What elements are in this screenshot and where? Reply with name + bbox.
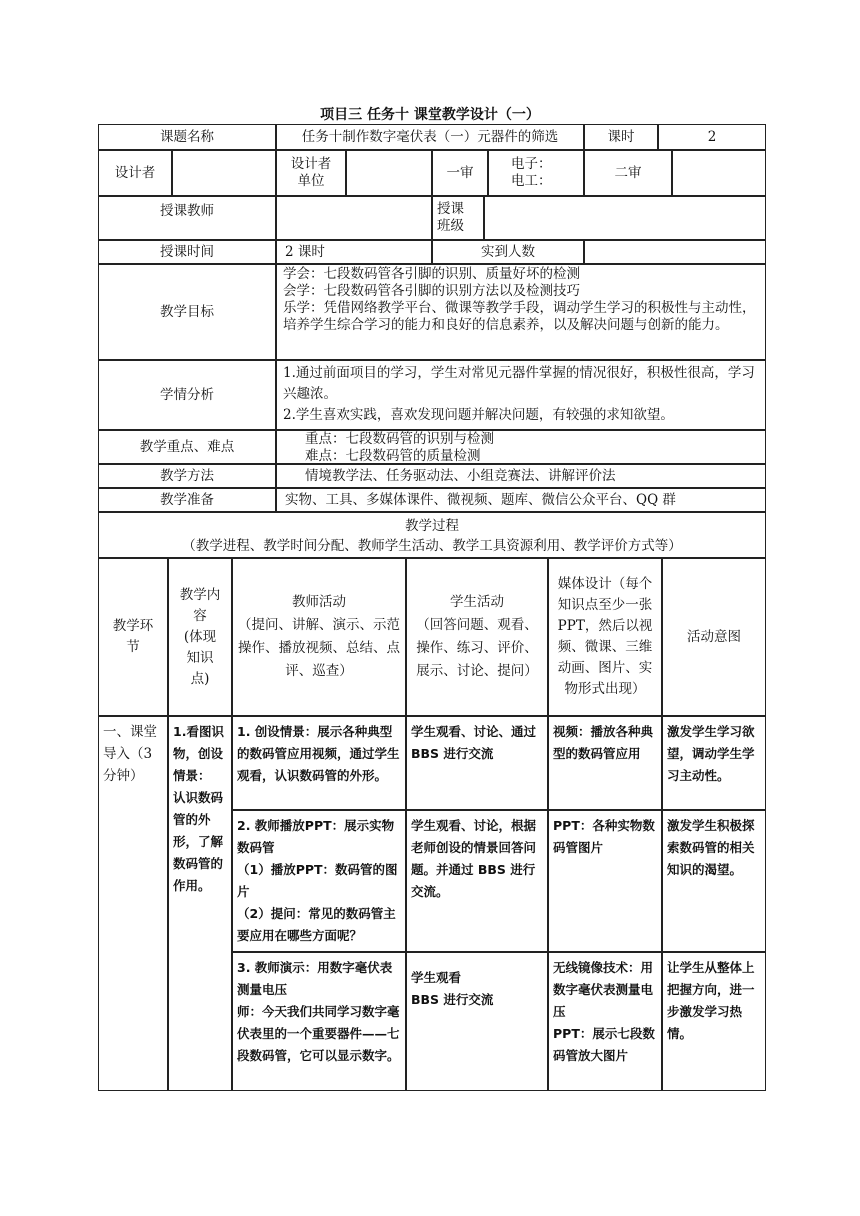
stage-1-student-3: 学生观看 BBS 进行交流 (406, 952, 548, 1091)
stage-1-teacher-1: 1. 创设情景：展示各种典型的数码管应用视频，通过学生观看，认识数码管的外形。 (232, 716, 406, 810)
key-points-label: 教学重点、难点 (98, 430, 276, 464)
stage-1-student-1: 学生观看、讨论、通过 BBS 进行交流 (406, 716, 548, 810)
stage-1-intent-1: 激发学生学习欲望，调动学生学习主动性。 (662, 716, 766, 810)
col-header-content: 教学内 容 (体现 知识 点) (168, 558, 232, 716)
stage-1-student-2: 学生观看、讨论，根据老师创设的情景回答问题。并通过 BBS 进行交流。 (406, 810, 548, 952)
analysis-label: 学情分析 (98, 360, 276, 430)
lesson-plan-table (98, 124, 766, 1091)
col-header-teacher: 教师活动 （提问、讲解、演示、示范操作、播放视频、总结、点评、巡查） (232, 558, 406, 716)
stage-1-label: 一、课堂导入（3分钟） (98, 716, 168, 1091)
stage-1-teacher-2: 2. 教师播放PPT：展示实物数码管 （1）播放PPT：数码管的图片 （2）提问：常见的数码管主要应用在哪些方面呢？ (232, 810, 406, 952)
analysis-value: 1.通过前面项目的学习，学生对常见元器件掌握的情况很好，积极性很高，学习兴趣浓。 2.学生喜欢实践，喜欢发现问题并解决问题，有较强的求知欲望。 (276, 360, 766, 430)
attendance-label: 实到人数 (432, 240, 584, 264)
process-subtitle: （教学进程、教学时间分配、教师学生活动、教学工具资源利用、教学评价方式等） (182, 538, 682, 554)
process-section (98, 512, 766, 558)
prep-label: 教学准备 (98, 488, 276, 512)
department-label: 电子： 电工： (488, 150, 584, 196)
course-name-value: 任务十制作数字毫伏表（一）元器件的筛选 (276, 124, 584, 150)
stage-1-intent-3: 让学生从整体上把握方向，进一步激发学习热情。 (662, 952, 766, 1091)
page-title: 项目三 任务十 课堂教学设计（一） (320, 107, 540, 123)
designer-unit-label: 设计者 单位 (276, 150, 346, 196)
hours-label: 课时 (584, 124, 658, 150)
method-label: 教学方法 (98, 464, 276, 488)
hours-value: 2 (658, 124, 766, 150)
designer-label: 设计者 (98, 150, 172, 196)
col-header-media: 媒体设计（每个知识点至少一张 PPT，然后以视频、微课、三维动画、图片、实物形式出现） (548, 558, 662, 716)
stage-1-media-1: 视频：播放各种典型的数码管应用 (548, 716, 662, 810)
col-header-stage: 教学环 节 (98, 558, 168, 716)
class-label: 授课 班级 (432, 196, 484, 240)
goals-label: 教学目标 (98, 264, 276, 360)
teacher-label: 授课教师 (98, 196, 276, 240)
time-value: 2 课时 (276, 240, 432, 264)
stage-1-media-2: PPT：各种实物数码管图片 (548, 810, 662, 952)
second-review-value (672, 150, 766, 196)
process-title: 教学过程 (405, 518, 459, 534)
stage-1-content: 1.看图识物，创设情景： 认识数码管的外形，了解数码管的作用。 (168, 716, 232, 1091)
course-name-label: 课题名称 (98, 124, 276, 150)
stage-1-intent-2: 激发学生积极探索数码管的相关知识的渴望。 (662, 810, 766, 952)
goals-value: 学会：七段数码管各引脚的识别、质量好坏的检测 会学：七段数码管各引脚的识别方法以及检测技巧 乐学：凭借网络教学平台、微课等教学手段，调动学生学习的积极性与主动性，培养学生综合学习的能力和良好的信息素养，以及解决问题与创新的能力。 (276, 264, 766, 360)
method-value: 情境教学法、任务驱动法、小组竞赛法、讲解评价法 (276, 464, 766, 488)
teacher-value (276, 196, 432, 240)
class-value (484, 196, 766, 240)
col-header-intent: 活动意图 (662, 558, 766, 716)
key-points-value: 重点：七段数码管的识别与检测 难点：七段数码管的质量检测 (276, 430, 766, 464)
attendance-value (584, 240, 766, 264)
designer-value (172, 150, 276, 196)
stage-1-teacher-3: 3. 教师演示：用数字毫伏表测量电压 师：今天我们共同学习数字毫伏表里的一个重要器件——七段数码管，它可以显示数字。 (232, 952, 406, 1091)
col-header-student: 学生活动 （回答问题、观看、操作、练习、评价、展示、讨论、提问） (406, 558, 548, 716)
designer-unit-value (346, 150, 432, 196)
first-review-label: 一审 (432, 150, 488, 196)
time-label: 授课时间 (98, 240, 276, 264)
stage-1-media-3: 无线镜像技术：用数字毫伏表测量电压 PPT：展示七段数码管放大图片 (548, 952, 662, 1091)
second-review-label: 二审 (584, 150, 672, 196)
prep-value: 实物、工具、多媒体课件、微视频、题库、微信公众平台、QQ 群 (276, 488, 766, 512)
